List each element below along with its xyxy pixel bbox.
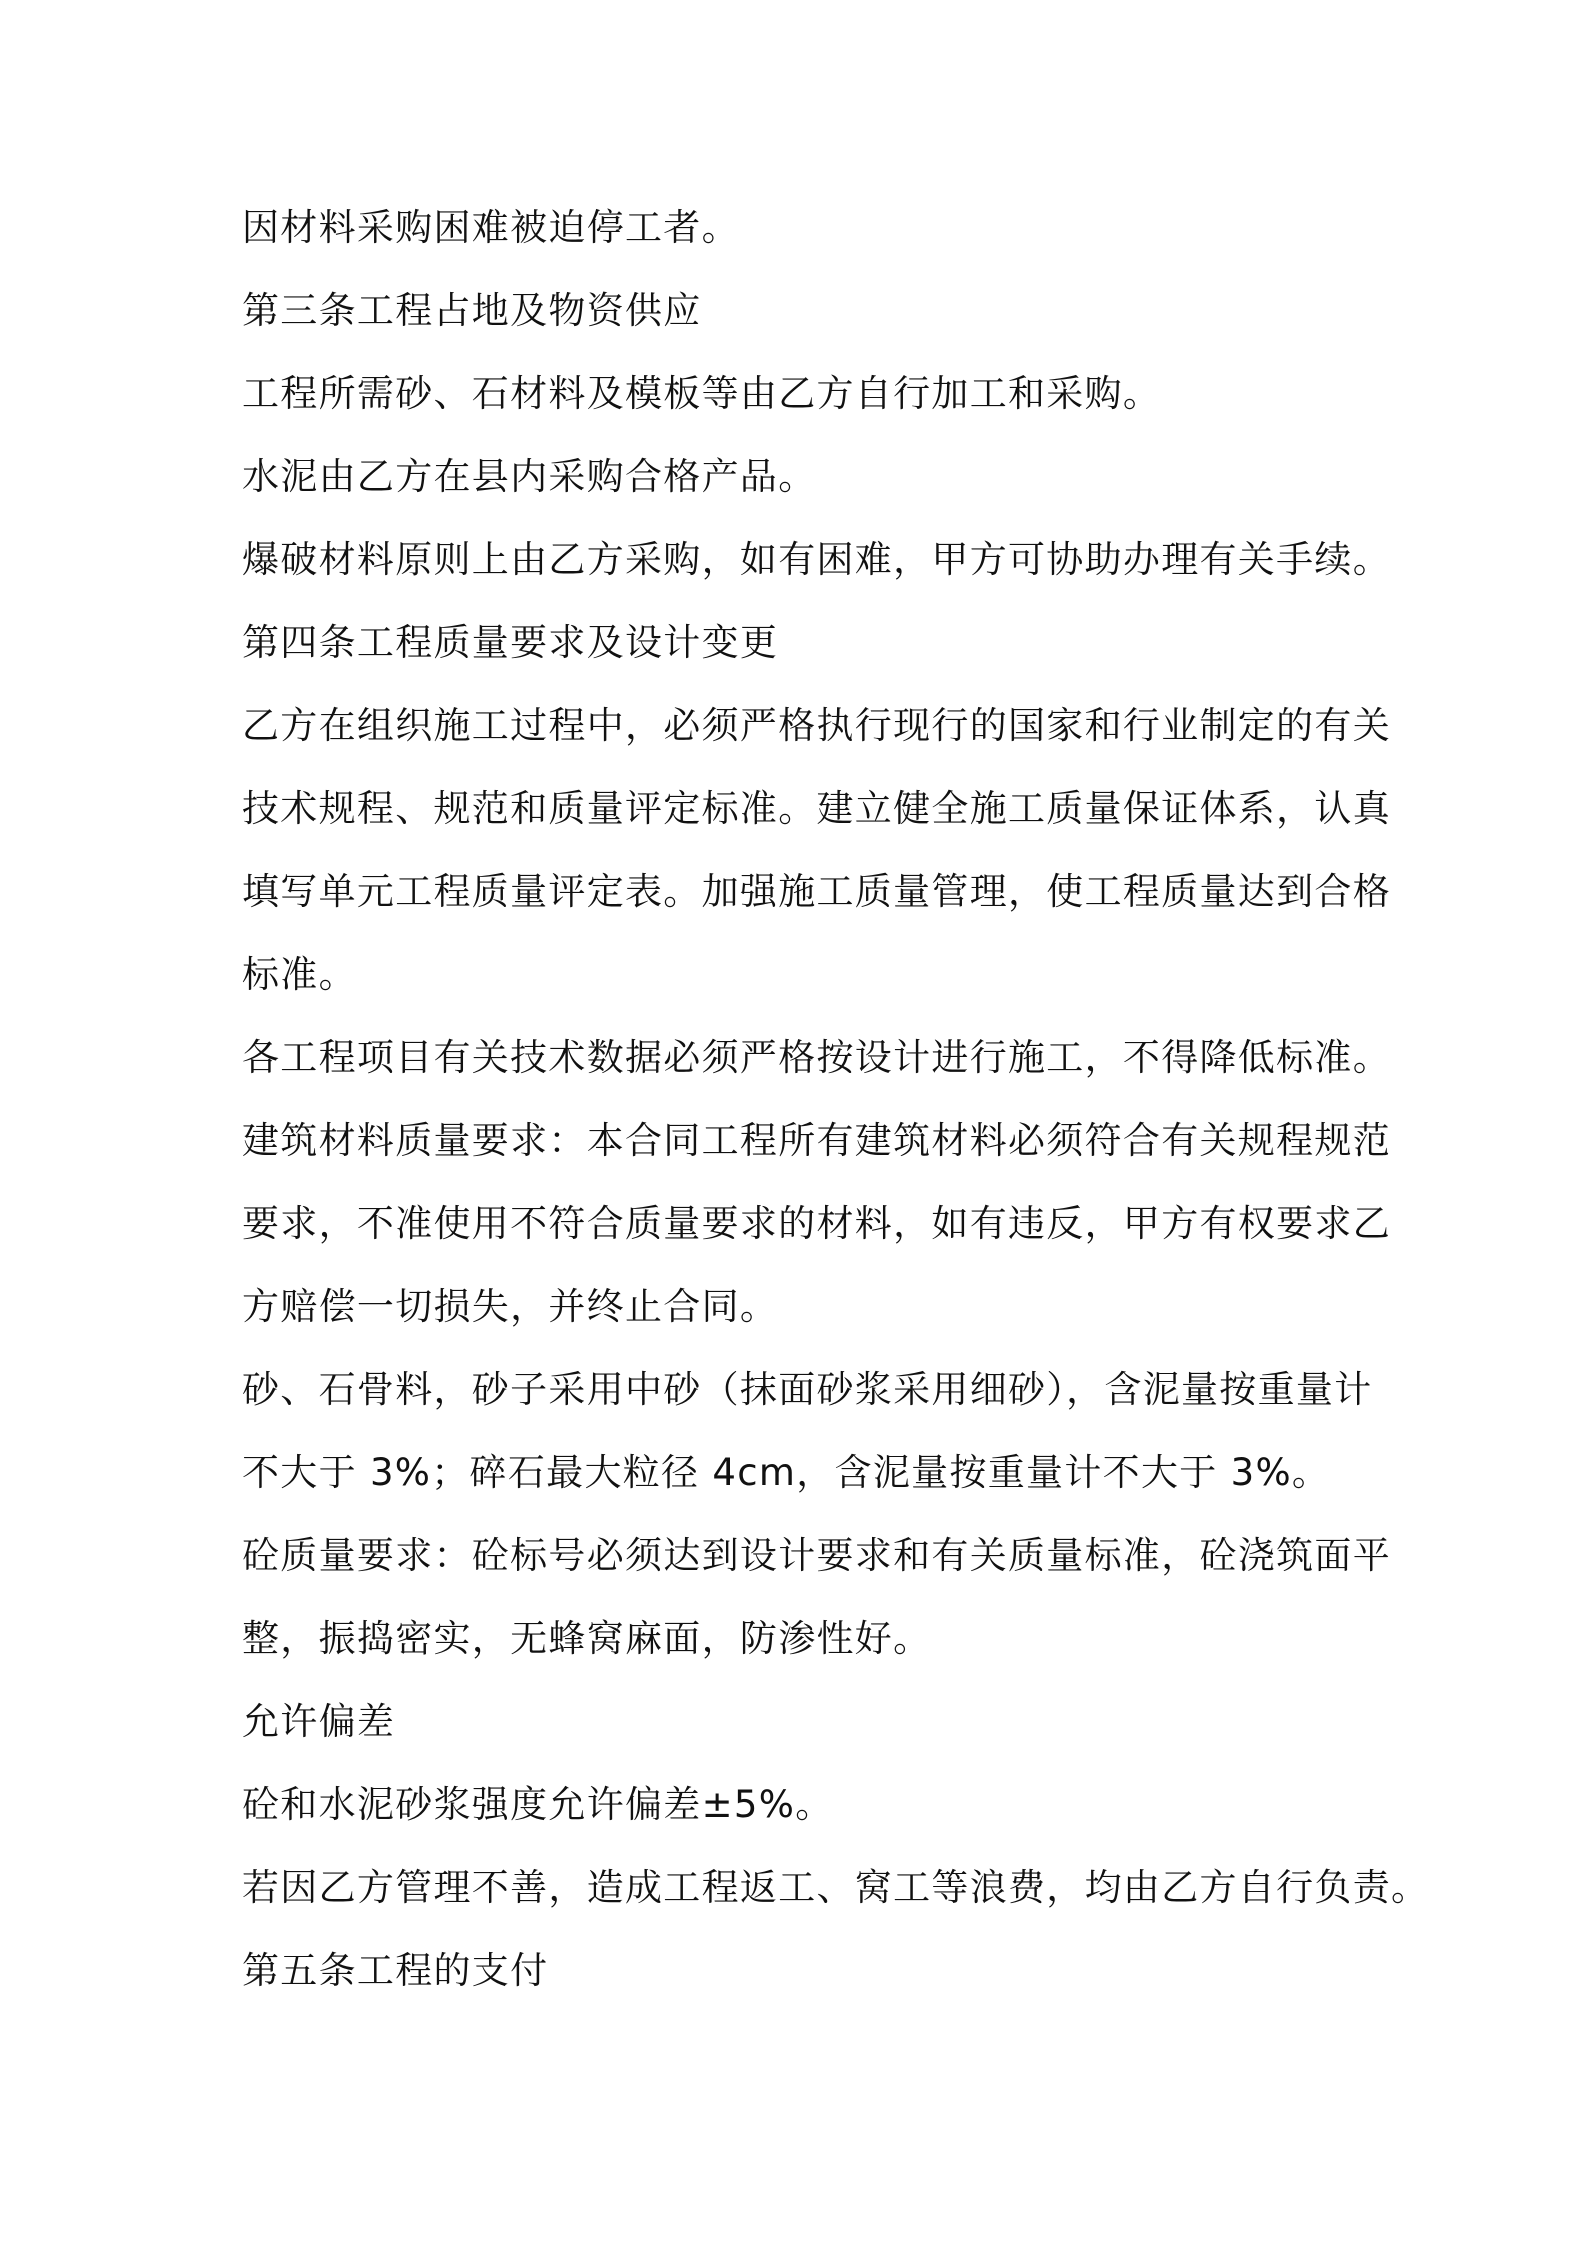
text-line: 整，振捣密实，无蜂窝麻面，防渗性好。 bbox=[242, 1617, 932, 1660]
text-line: 乙方在组织施工过程中，必须严格执行现行的国家和行业制定的有关 bbox=[242, 704, 1391, 747]
text-line: 建筑材料质量要求：本合同工程所有建筑材料必须符合有关规程规范 bbox=[242, 1119, 1391, 1162]
text-line: 技术规程、规范和质量评定标准。建立健全施工质量保证体系，认真 bbox=[242, 787, 1391, 830]
text-line: 方赔偿一切损失，并终止合同。 bbox=[242, 1285, 779, 1328]
paragraph bbox=[242, 1016, 1391, 1099]
text-line: 要求，不准使用不符合质量要求的材料，如有违反，甲方有权要求乙 bbox=[242, 1202, 1391, 1245]
paragraph bbox=[242, 269, 1362, 352]
paragraph bbox=[242, 1348, 1373, 1514]
text-line: 标准。 bbox=[242, 953, 357, 996]
paragraph bbox=[242, 1763, 1362, 1846]
paragraph bbox=[242, 435, 1362, 518]
paragraph bbox=[242, 684, 1391, 1016]
paragraph bbox=[242, 186, 1362, 269]
text-line: 若因乙方管理不善，造成工程返工、窝工等浪费，均由乙方自行负责。 bbox=[242, 1866, 1430, 1909]
paragraph bbox=[242, 601, 1362, 684]
text-line: 第五条工程的支付 bbox=[242, 1949, 549, 1992]
paragraph bbox=[242, 518, 1391, 601]
paragraph bbox=[242, 1680, 1362, 1763]
text-line: 因材料采购困难被迫停工者。 bbox=[242, 206, 740, 249]
text-line: 砼和水泥砂浆强度允许偏差±5%。 bbox=[242, 1783, 834, 1826]
paragraph bbox=[242, 1514, 1391, 1680]
text-line: 爆破材料原则上由乙方采购，如有困难，甲方可协助办理有关手续。 bbox=[242, 538, 1391, 581]
text-line: 各工程项目有关技术数据必须严格按设计进行施工，不得降低标准。 bbox=[242, 1036, 1391, 1079]
paragraph bbox=[242, 1846, 1430, 1929]
text-line: 允许偏差 bbox=[242, 1700, 396, 1743]
text-line: 不大于 3%；碎石最大粒径 4cm，含泥量按重量计不大于 3%。 bbox=[242, 1451, 1331, 1494]
text-line: 砼质量要求：砼标号必须达到设计要求和有关质量标准，砼浇筑面平 bbox=[242, 1534, 1391, 1577]
text-line: 水泥由乙方在县内采购合格产品。 bbox=[242, 455, 817, 498]
text-line: 砂、石骨料，砂子采用中砂（抹面砂浆采用细砂），含泥量按重量计 bbox=[242, 1368, 1373, 1411]
text-line: 第三条工程占地及物资供应 bbox=[242, 289, 702, 332]
document-body bbox=[242, 186, 1430, 2012]
text-line: 填写单元工程质量评定表。加强施工质量管理，使工程质量达到合格 bbox=[242, 870, 1391, 913]
text-line: 工程所需砂、石材料及模板等由乙方自行加工和采购。 bbox=[242, 372, 1162, 415]
paragraph bbox=[242, 352, 1362, 435]
text-line: 第四条工程质量要求及设计变更 bbox=[242, 621, 779, 664]
paragraph bbox=[242, 1929, 1362, 2012]
paragraph bbox=[242, 1099, 1391, 1348]
